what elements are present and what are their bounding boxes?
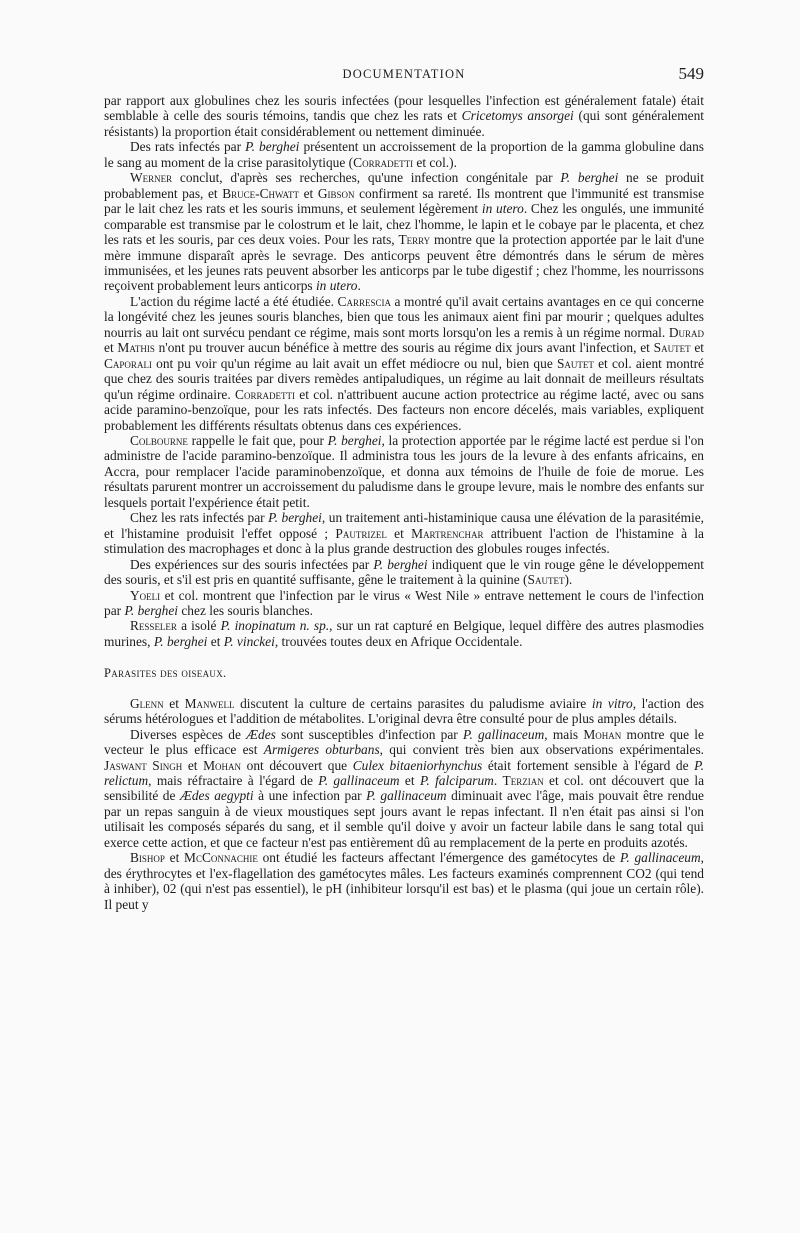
- text-run: et: [163, 695, 185, 711]
- paragraph: [104, 850, 704, 912]
- italic-term: P. gallinaceum: [366, 788, 447, 804]
- text-run: et col. aient montré que chez des souris traitées par divers remèdes antipaludiques, un régime au lait donnait de meilleurs résultats qu'un régime ordinaire.: [104, 355, 704, 402]
- text-run: ont découvert que: [241, 757, 353, 773]
- italic-term: Culex bitaeniorhynchus: [352, 757, 483, 773]
- paragraph: [104, 294, 704, 433]
- italic-term: in vitro: [591, 695, 633, 711]
- text-run: et: [164, 850, 185, 866]
- text-run: Des rats infectés par: [130, 139, 246, 155]
- text-run: Chez les rats infectés par: [130, 510, 269, 526]
- text-run: attribuent l'action de l'histamine à la stimulation des macrophages et donc à la plus grande destruction des globules rouges infectés.: [104, 525, 705, 557]
- text-run: diminuait avec l'âge, mais pouvait être rendue par un repas sanguin à de vieux moustiques sept jours avant le repas infectant. Il n'en était pas ainsi si l'on utilisait les composés séparés du sang, et il semble qu'il doive y avoir un facteur labile dans le sang total qui exerce cette action, et que ce facteur n'est pas entièrement dû au remplacement de la perte en produits azotés.: [104, 788, 704, 850]
- italic-term: P. vinckei: [223, 633, 275, 649]
- italic-term: P. gallinaceum: [318, 773, 400, 789]
- author-name: Mohan: [583, 726, 622, 742]
- text-run: , l'action des sérums hétérologues et l'addition de métabolites. L'original devra être consulté pour de plus amples détails.: [104, 695, 704, 727]
- text-run: indiquent que le vin rouge gêne le développement des souris, et s'il est pris en quantité suffisante, gêne le traitement à la quinine (: [104, 556, 705, 588]
- text-run: a isolé: [176, 618, 221, 634]
- author-name: Bruce-Chwatt: [222, 185, 300, 201]
- text-run: et: [207, 633, 224, 649]
- text-run: montre que la protection apportée par le lait d'une mère immune disparaît après le sevrage. Des anticorps peuvent être démontrés dans le sérum de mères immunisées, et les jeunes rats peuvent absorber les anticorps par le tube digestif ; chez l'homme, les nourrissons reçoivent probablement leurs anticorps: [104, 232, 705, 294]
- italic-term: Armigeres obturbans: [263, 742, 380, 758]
- text-run: a montré qu'il avait certains avantages en ce qui concerne la longévité chez les jeunes souris blanches, bien que tous les animaux aient fini par mourir ; quelques adultes nourris au lait ont survécu pendant ce régime, mais sont morts lorsqu'on les a remis à un régime normal.: [104, 293, 704, 340]
- text-run: .: [493, 773, 503, 789]
- text-run: et: [299, 185, 318, 201]
- text-run: montre que le vecteur le plus efficace est: [104, 726, 704, 758]
- italic-term: P. relictum: [104, 757, 704, 789]
- text-run: ne se produit probablement pas, et: [104, 170, 704, 201]
- text-run: n'ont pu trouver aucun bénéfice à mettre des souris au régime dix jours avant l'infection, et: [154, 340, 654, 356]
- text-run: à une infection par: [253, 788, 367, 804]
- paragraph: [104, 696, 704, 727]
- text-run: et: [386, 525, 412, 541]
- text-run: Diverses espèces de: [130, 726, 247, 742]
- text-run: , mais: [544, 726, 584, 742]
- author-name: Sautet: [556, 355, 594, 371]
- text-run: .: [357, 278, 361, 294]
- author-name: Manwell: [184, 695, 235, 711]
- text-run: ont pu voir qu'un régime au lait avait un effet médiocre ou nul, bien que: [151, 355, 557, 371]
- text-run: et: [182, 757, 204, 773]
- author-name: Carrescia: [337, 293, 391, 309]
- author-name: McConnachie: [184, 850, 258, 866]
- text-run: et: [104, 340, 118, 356]
- text-run: ont étudié les facteurs affectant l'émergence des gamétocytes de: [257, 850, 620, 866]
- text-run: . Chez les ongulés, une immunité comparable est transmise par le colostrum et le lait, chez l'homme, le lapin et le cobaye par le placenta, et chez les rats et les souris, par ces deux voies. Pour les rats,: [104, 201, 704, 248]
- author-name: Bishop: [130, 850, 165, 866]
- paragraph: [104, 433, 704, 510]
- paragraph: [104, 510, 704, 556]
- italic-term: in utero: [481, 201, 524, 217]
- text-run: et col. n'attribuent aucune action protectrice au régime lacté, avec ou sans acide paramino-benzoïque, pour les rats infectés. Des facteurs non encore décelés, mais variables, expliquent probablement les différents résultats obtenus dans ces expériences.: [104, 386, 705, 433]
- author-name: Yoeli: [130, 587, 161, 603]
- paragraph: [104, 93, 704, 139]
- italic-term: P. berghei: [327, 432, 382, 448]
- italic-term: Cricetomys ansorgei: [461, 108, 574, 124]
- italic-term: P. gallinaceum: [619, 850, 701, 866]
- text-run: L'action du régime lacté a été étudiée.: [130, 293, 338, 309]
- author-name: Mathis: [117, 340, 155, 356]
- author-name: Colbourne: [130, 432, 188, 448]
- text-run: (qui sont généralement résistants) la proportion était considérablement ou nettement diminuée.: [104, 108, 705, 139]
- italic-term: P. berghei: [373, 556, 428, 572]
- text-run: et: [399, 773, 420, 789]
- author-name: Terry: [398, 232, 431, 248]
- author-name: Resseler: [130, 618, 177, 634]
- text-run: ).: [564, 572, 573, 588]
- italic-term: in utero: [315, 278, 358, 294]
- page-header: [104, 64, 704, 86]
- text-run: et col. montrent que l'infection par le virus « West Nile » entrave nettement le cours de l'infection par: [104, 587, 704, 618]
- paragraph: [104, 557, 704, 588]
- paragraph: [104, 170, 704, 294]
- author-name: Pautrizel: [335, 525, 387, 541]
- author-name: Sautet: [527, 572, 565, 588]
- paragraph: [104, 727, 704, 851]
- text-run: , la protection apportée par le régime lacté est perdue si l'on administre de l'acide paramino-benzoïque. Il administra tous les jours de la levure à des enfants africains, en Accra, pour remplacer l'acide paraminobenzoïque, et donna aux témoins de l'huile de foie de morue. Les résultats parurent montrer un accroissement du paludisme dans le groupe levure, mais le nombre des enfants sur lesquels portait l'expérience était petit.: [104, 432, 704, 510]
- author-name: Werner: [130, 170, 173, 186]
- italic-term: P. berghei: [268, 510, 322, 526]
- author-name: Corradetti: [235, 386, 295, 402]
- italic-term: P. gallinaceum: [463, 726, 545, 742]
- italic-term: P. berghei: [560, 170, 619, 186]
- italic-term: Ædes: [246, 726, 276, 742]
- text-run: , un traitement anti-histaminique causa une élévation de la parasitémie, et l'histamine produisit l'effet opposé ;: [104, 510, 704, 541]
- text-run: et: [690, 340, 705, 356]
- italic-term: P. inopinatum n. sp.: [220, 618, 330, 634]
- section-heading: Parasites des oiseaux.: [104, 666, 227, 681]
- text-run: , trouvées toutes deux en Afrique Occidentale.: [274, 633, 523, 649]
- italic-term: P. berghei: [153, 633, 208, 649]
- author-name: Caporali: [104, 355, 152, 371]
- author-name: Sautet: [653, 340, 691, 356]
- paragraph: [104, 139, 704, 170]
- italic-term: P. berghei: [245, 139, 300, 155]
- italic-term: Ædes aegypti: [179, 788, 254, 804]
- author-name: Mohan: [203, 757, 242, 773]
- text-run: , qui convient très bien aux observations expérimentales.: [379, 742, 704, 758]
- body-text: [104, 93, 704, 912]
- author-name: Martrenchar: [411, 525, 484, 541]
- text-run: , sur un rat capturé en Belgique, lequel diffère des autres plasmodies murines,: [104, 618, 704, 649]
- text-run: confirment sa rareté. Ils montrent que l'immunité est transmise par le lait chez les rats et les souris immuns, et seulement légèrement: [104, 185, 705, 217]
- italic-term: P. berghei: [124, 602, 179, 618]
- text-run: était fortement sensible à l'égard de: [482, 757, 695, 773]
- text-run: par rapport aux globulines chez les souris infectées (pour lesquelles l'infection est généralement fatale) était semblable à celle des souris témoins, tandis que chez les rats et: [104, 93, 704, 124]
- author-name: Gibson: [317, 185, 355, 201]
- author-name: Durad: [668, 324, 704, 340]
- text-run: rappelle le fait que, pour: [187, 432, 328, 448]
- author-name: Jaswant Singh: [104, 757, 183, 773]
- author-name: Glenn: [130, 695, 164, 711]
- text-run: conclut, d'après ses recherches, qu'une infection congénitale par: [172, 170, 561, 186]
- text-run: sont susceptibles d'infection par: [275, 726, 463, 742]
- page-number: 549: [678, 64, 704, 83]
- italic-term: P. falciparum: [419, 773, 494, 789]
- text-run: discutent la culture de certains parasites du paludisme aviaire: [234, 695, 592, 711]
- paragraph: [104, 618, 704, 649]
- text-run: et col.).: [413, 154, 457, 170]
- running-title: DOCUMENTATION: [342, 67, 466, 81]
- author-name: Terzian: [502, 773, 544, 789]
- author-name: Corradetti: [353, 154, 414, 170]
- text-run: , des érythrocytes et l'ex-flagellation des gamétocytes mâles. Les facteurs examinés comprennent CO2 (qui tend à inhiber), 02 (qui n'est pas essentiel), le pH (inhibiteur lorsqu'il est bas) et le plasma (qui joue un certain rôle). Il peut y: [104, 850, 705, 912]
- text-run: Des expériences sur des souris infectées par: [130, 556, 374, 572]
- paragraph: [104, 588, 704, 619]
- text-run: , mais réfractaire à l'égard de: [148, 773, 319, 789]
- text-run: présentent un accroissement de la proportion de la gamma globuline dans le sang au moment de la crise parasitolytique (: [104, 139, 704, 170]
- text-run: chez les souris blanches.: [178, 602, 313, 618]
- text-run: et col. ont découvert que la sensibilité de: [104, 773, 705, 804]
